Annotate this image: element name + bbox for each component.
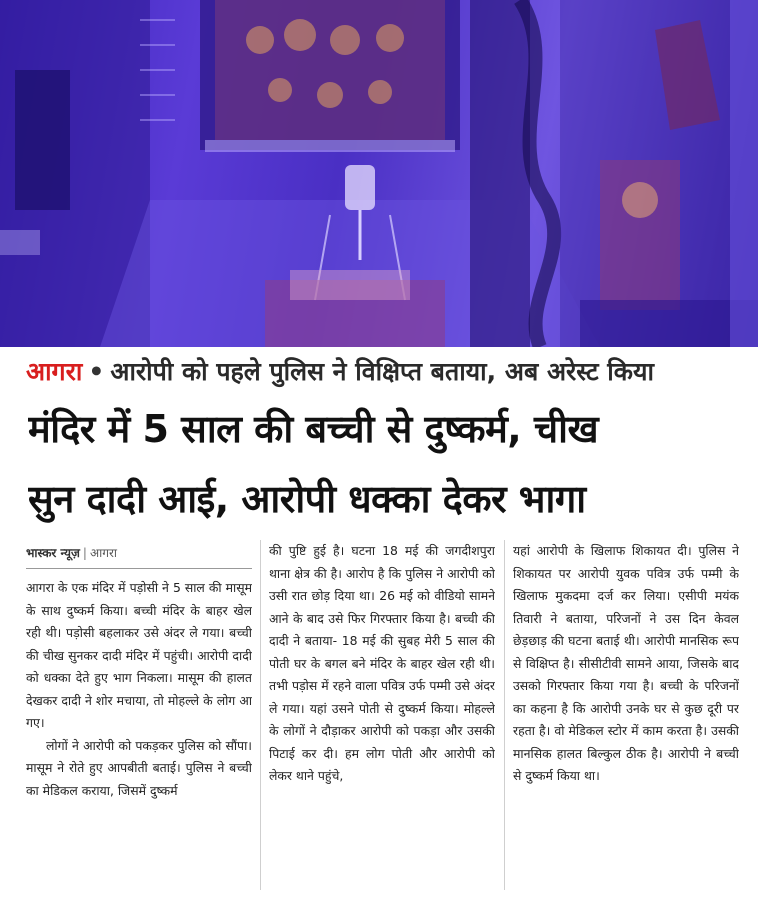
paragraph: यहां आरोपी के खिलाफ शिकायत दी। पुलिस ने शिकायत पर आरोपी युवक पवित्र उर्फ पम्मी के खिलाफ मुकदमा दर्ज कर लिया। एसीपी मयंक तिवारी ने बताया, परिजनों ने उस दिन केवल छेड़छाड़ की घटना बताई थी। आरोपी मानसिक रूप से विक्षिप्त है। सीसीटीवी सामने आया, जिसके बाद उसको गिरफ्तार किया गया है। बच्ची के परिजनों का कहना है कि आरोपी उनके घर से कुछ दूरी पर रहता है। वो मेडिकल स्टोर में काम करता है। उसकी मानसिक हालत बिल्कुल ठीक है। आरोपी ने बच्ची से दुष्कर्म किया था। (513, 543, 739, 783)
kicker-subheading: आरोपी को पहले पुलिस ने विक्षिप्त बताया, अब अरेस्ट किया (110, 357, 654, 386)
article-column-2 (269, 540, 495, 892)
article-body (26, 540, 738, 892)
byline-agency: भास्कर न्यूज़ (26, 546, 80, 560)
paragraph: आगरा के एक मंदिर में पड़ोसी ने 5 साल की मासूम के साथ दुष्कर्म किया। बच्ची मंदिर के बाहर खेल रही थी। पड़ोसी बहलाकर उसे अंदर ले गया। बच्ची की चीख सुनकर दादी मंदिर में पहुंची। आरोपी दादी को धक्का देते हुए भाग निकला। मासूम की हालत देखकर दादी ने शोर मचाया, तो मोहल्ले के लोग आ गए। (26, 580, 252, 730)
article-column-1 (26, 540, 252, 892)
byline-rule (26, 568, 252, 569)
temple-cctv-image (0, 0, 758, 347)
headline (28, 394, 738, 534)
paragraph: की पुष्टि हुई है। घटना 18 मई की जगदीशपुरा थाना क्षेत्र की है। आरोप है कि पुलिस ने आरोपी को उसी रात छोड़ दिया था। 26 मई को वीडियो सामने आने के बाद उसे फिर गिरफ्तार किया है। बच्ची की दादी ने बताया- 18 मई की सुबह मेरी 5 साल की पोती घर के बगल बने मंदिर के बाहर खेल रही थी। तभी पड़ोस में रहने वाला पवित्र उर्फ पम्मी उसे अंदर ले गया। यहां उसने पोती से दुष्कर्म किया। मोहल्ले के लोगों ने दौड़ाकर आरोपी को पकड़ा और उसकी पिटाई कर दी। हम लोग पोती और आरोपी को लेकर थाने पहुंचे, (269, 543, 495, 783)
paragraph: लोगों ने आरोपी को पकड़कर पुलिस को सौंपा। मासूम ने रोते हुए आपबीती बताई। पुलिस ने बच्ची का मेडिकल कराया, जिसमें दुष्कर्म (26, 737, 252, 798)
byline (26, 540, 252, 566)
kicker-city: आगरा (26, 357, 83, 386)
headline-line-1: मंदिर में 5 साल की बच्ची से दुष्कर्म, चीख (28, 407, 599, 451)
byline-place: आगरा (89, 546, 118, 560)
column-divider (504, 540, 505, 890)
kicker-separator: • (88, 357, 105, 386)
headline-line-2: सुन दादी आई, आरोपी धक्का देकर भागा (28, 477, 586, 521)
column-divider (260, 540, 261, 890)
cctv-photo (0, 0, 758, 347)
kicker-line (26, 352, 738, 392)
article-column-3 (513, 540, 739, 892)
byline-separator: | (82, 546, 87, 560)
